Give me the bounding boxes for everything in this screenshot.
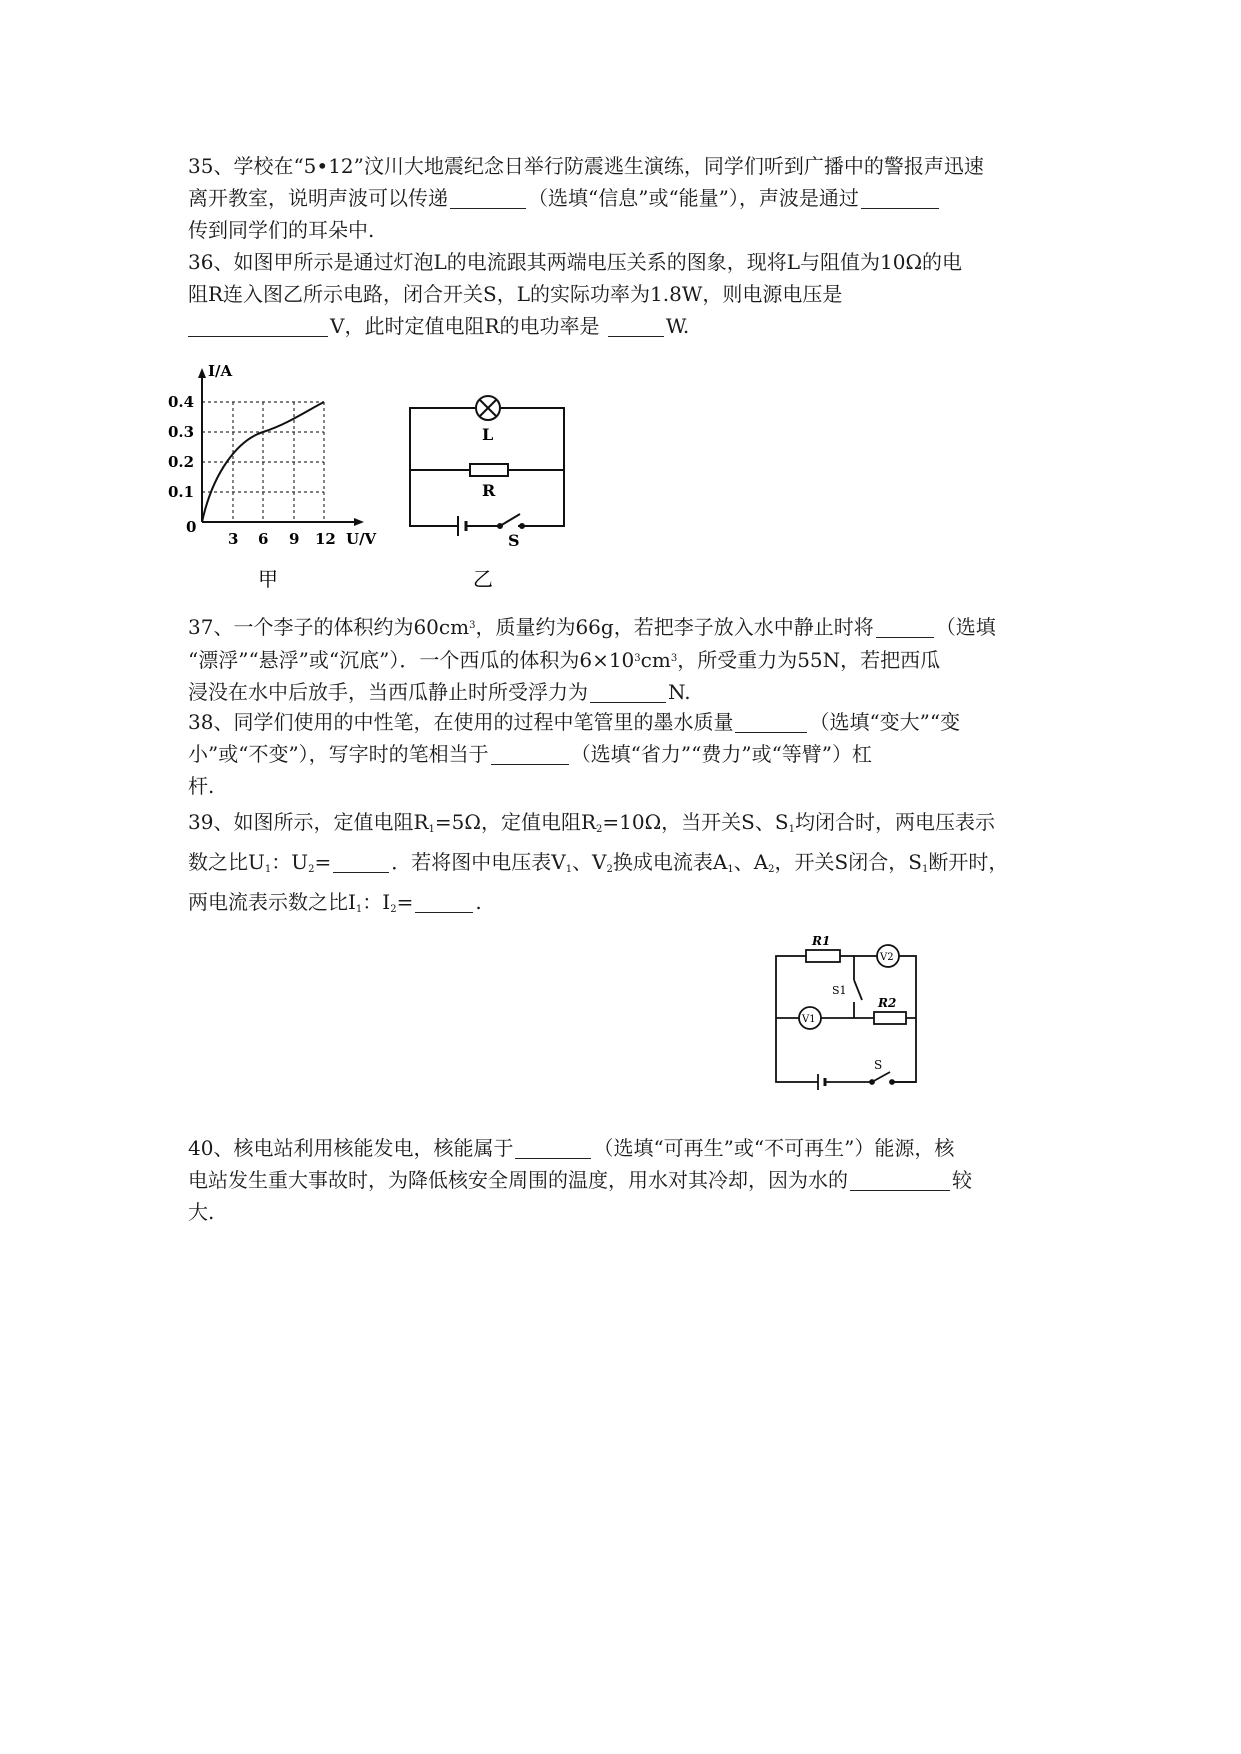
q39-line-2i: 断开时， [928,850,1009,874]
q39-line-1b: =5Ω，定值电阻R [434,810,597,834]
q35-line-2b: （选填“信息”或“能量”），声波是通过 [528,186,859,210]
q39-line-2g: 、A [733,850,769,874]
q39-line-2a: 数之比U [188,850,265,874]
q40-blank-2[interactable] [850,1168,950,1191]
q35-blank-2[interactable] [861,186,939,209]
q38-blank-1[interactable] [735,710,807,733]
iu-graph [168,362,377,591]
q40-line-1b: （选填“可再生”或“不可再生”）能源，核 [593,1136,955,1160]
question-39: 39、如图所示，定值电阻$R_1=5\Omega$，定值电阻$R_2=10\Omega$，当开关S、$S_1$均闭合时，两电压表示 数之比$U_1$：$U_2=$ ．若将图中电压表$V_1$、$V_2$换成电流表$A_1$、$A_2$，开关S闭合，$S_1$断开时， 两电流表示数之比$I_1$：$I_2=$ . [188,810,1009,915]
q37-blank-1[interactable] [876,615,934,638]
q37-line-3b: N. [668,680,691,704]
q39-blank-1[interactable] [333,850,389,873]
label-v2: V2 [880,952,894,963]
q38-line-1a: 38、同学们使用的中性笔，在使用的过程中笔管里的墨水质量 [188,710,734,734]
question-37: 37、一个李子的体积约为$60cm^3$，质量约为66g，若把李子放入水中静止时将 （选填 “漂浮”“悬浮”或“沉底”）．一个西瓜的体积为$6\times 10^3cm^3$，所受重力为55N，若把西瓜 浸没在水中后放手，当西瓜静止时所受浮力为 N. [188,615,996,704]
circuit-label-S: S [508,531,520,550]
graph-xtick-6: 6 [258,530,269,548]
question-38 [188,706,1056,802]
q36-line-3b: W. [665,314,690,338]
q36-blank-1[interactable] [188,314,328,337]
q39-line-1a: 39、如图所示，定值电阻R [188,810,429,834]
q35-line-2a: 离开教室，说明声波可以传递 [188,186,448,210]
q39-line-3b: ：I [362,890,391,914]
q39-line-2e: 、V [572,850,607,874]
s1-symbol [854,980,862,1000]
circuit-label-L: L [482,425,494,444]
graph-caption: 甲 [258,567,278,591]
q35-blank-1[interactable] [450,186,526,209]
graph-grid [202,402,324,522]
q36-line-2: 阻R连入图乙所示电路，闭合开关S，L的实际功率为1.8W，则电源电压是 [188,282,843,306]
figure-36 [168,360,618,592]
q39-line-1c: =10Ω，当开关S、S [602,810,789,834]
question-35 [188,150,1056,246]
q39-line-3a: 两电流表示数之比I [188,890,356,914]
question-40 [188,1132,1056,1228]
q39-blank-2[interactable] [415,890,473,913]
q36-blank-2[interactable] [608,314,664,337]
graph-origin: 0 [186,518,197,536]
q39-line-2d: ．若将图中电压表V [391,850,566,874]
q37-line-1a: 37、一个李子的体积约为60cm [188,615,470,639]
circuit-label-R: R [482,481,496,500]
graph-xtick-3: 3 [228,530,239,548]
graph-ytick-0.1: 0.1 [168,483,195,501]
q37-blank-2[interactable] [590,680,666,703]
q40-blank-1[interactable] [515,1136,591,1159]
q39-line-3d: . [475,890,482,914]
graph-xtick-9: 9 [289,530,300,548]
q40-line-1a: 40、核电站利用核能发电，核能属于 [188,1136,514,1160]
q39-line-1d: 均闭合时，两电压表示 [794,810,995,834]
q40-line-2b: 较 [952,1168,972,1192]
graph-ylabel: I/A [208,362,233,380]
graph-y-arrow [198,368,206,378]
resistor-symbol [470,464,508,476]
label-s: S [874,1058,883,1072]
q37-line-1c: （选填 [935,615,996,639]
graph-x-arrow [354,518,364,526]
figure-39 [770,930,930,1100]
q39-line-2c: = [314,850,332,874]
label-r2: R2 [878,996,897,1010]
question-36 [188,246,1056,342]
q37-line-3a: 浸没在水中后放手，当西瓜静止时所受浮力为 [188,680,588,704]
q35-line-3: 传到同学们的耳朵中. [188,218,375,242]
q36-line-3a: V，此时定值电阻R的电功率是 [330,314,600,338]
circuit-yi [410,396,564,536]
label-s1: S1 [832,984,847,997]
label-r1: R1 [812,934,831,948]
q38-line-2b: （选填“省力”“费力”或“等臂”）杠 [570,742,873,766]
q38-line-1b: （选填“变大”“变 [809,710,961,734]
q38-blank-2[interactable] [491,742,569,765]
q39-line-2f: 换成电流表A [612,850,728,874]
graph-xtick-12: 12 [315,530,336,548]
q40-line-3: 大. [188,1200,215,1224]
graph-ytick-0.2: 0.2 [168,453,195,471]
q38-line-3: 杆. [188,774,215,798]
q37-line-2b: cm [640,648,671,672]
q38-line-2a: 小”或“不变”），写字时的笔相当于 [188,742,489,766]
r1-symbol [806,950,840,962]
graph-ytick-0.4: 0.4 [168,393,195,411]
q37-line-2a: “漂浮”“悬浮”或“沉底”）．一个西瓜的体积为6×10 [188,648,635,672]
q39-line-3c: = [396,890,414,914]
r2-symbol [874,1012,906,1024]
label-v1: V1 [802,1014,816,1025]
q36-line-1: 36、如图甲所示是通过灯泡L的电流跟其两端电压关系的图象，现将L与阻值为10Ω的电 [188,250,963,274]
graph-xlabel: U/V [346,530,377,548]
q37-line-1b: ，质量约为66g，若把李子放入水中静止时将 [475,615,874,639]
circuit-caption: 乙 [473,567,493,591]
q39-line-2h: ，开关S闭合，S [774,850,922,874]
q40-line-2a: 电站发生重大事故时，为降低核安全周围的温度，用水对其冷却，因为水的 [188,1168,848,1192]
q35-line-1: 35、学校在“5•12”汶川大地震纪念日举行防震逃生演练，同学们听到广播中的警报声迅速 [188,154,984,178]
q39-line-2b: ：U [271,850,309,874]
q37-line-2c: ，所受重力为55N，若把西瓜 [677,648,941,672]
graph-ytick-0.3: 0.3 [168,423,195,441]
